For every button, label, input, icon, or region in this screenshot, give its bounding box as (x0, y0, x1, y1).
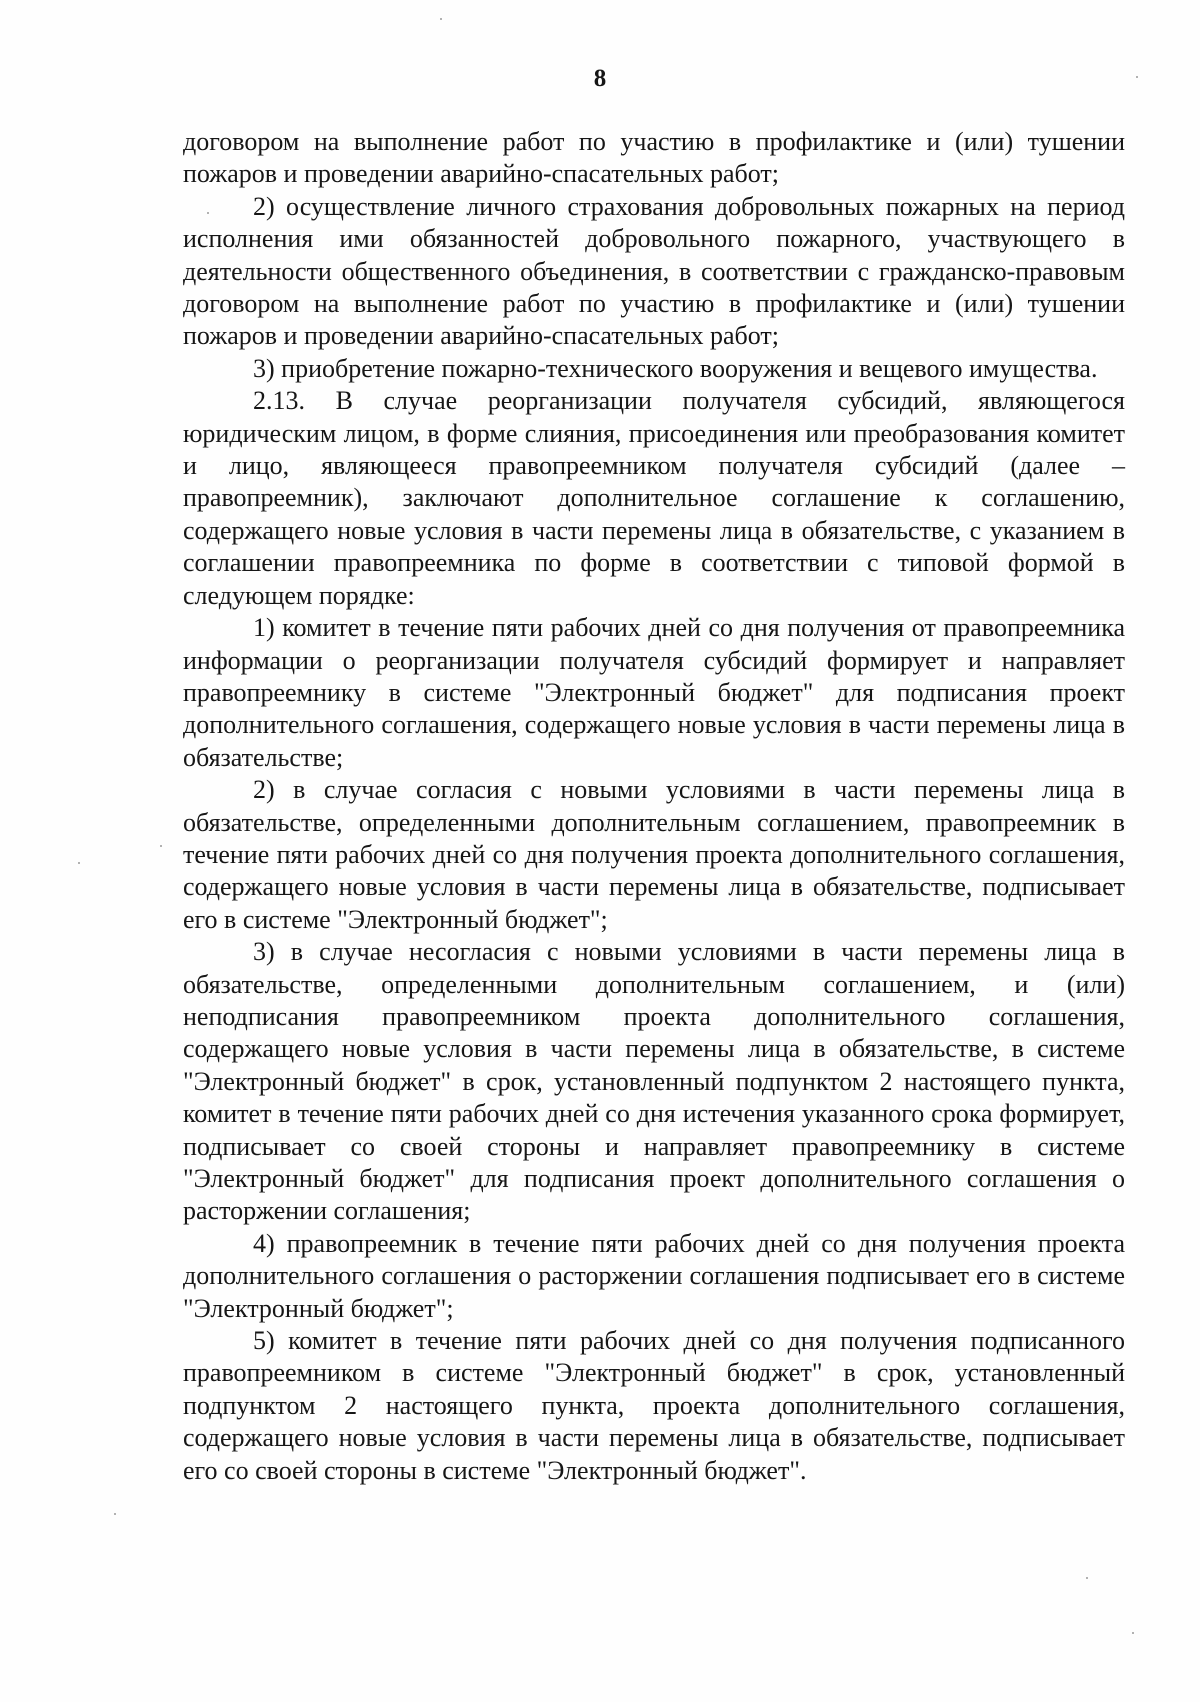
paragraph-subitem-5: 5) комитет в течение пяти рабочих дней со дня получения подписанного правопреемником в системе "Электронный бюджет" в срок, установленный подпунктом 2 настоящего пункта, проекта дополнительного соглашения, содержащего новые условия в части перемены лица в обязательстве, подписывает его со своей стороны в системе "Электронный бюджет". (183, 1326, 1125, 1485)
paragraph-item-3: 3) приобретение пожарно-технического вооружения и вещевого имущества. (253, 353, 1098, 383)
paragraph-subitem-2: 2) в случае согласия с новыми условиями в части перемены лица в обязательстве, определенными дополнительным соглашением, правопреемник в течение пяти рабочих дней со дня получения проекта дополнительного соглашения, содержащего новые условия в части перемены лица в обязательстве, подписывает его в системе "Электронный бюджет"; (183, 775, 1125, 934)
paragraph-subitem-3: 3) в случае несогласия с новыми условиями в части перемены лица в обязательстве, определенными дополнительным соглашением, и (или) неподписания правопреемником проекта дополнительного соглашения, содержащего новые условия в части перемены лица в обязательстве, в системе "Электронный бюджет" в срок, установленный подпунктом 2 настоящего пункта, комитет в течение пяти рабочих дней со дня истечения указанного срока формирует, подписывает со своей стороны и направляет правопреемнику в системе "Электронный бюджет" для подписания проект дополнительного соглашения о расторжении соглашения; (183, 937, 1125, 1226)
scan-speck (1086, 1577, 1088, 1579)
scan-speck (78, 862, 80, 864)
scan-speck (207, 212, 209, 214)
document-body (183, 126, 1125, 1487)
scan-speck (1132, 1632, 1134, 1634)
paragraph-section-2-13: 2.13. В случае реорганизации получателя субсидий, являющегося юридическим лицом, в форме слияния, присоединения или преобразования комитет и лицо, являющееся правопреемником получателя субсидий (далее – правопреемник), заключают дополнительное соглашение к соглашению, содержащего новые условия в части перемены лица в обязательстве, с указанием в соглашении правопреемника по форме в соответствии с типовой формой в следующем порядке: (183, 386, 1125, 610)
paragraph-continuation: договором на выполнение работ по участию в профилактике и (или) тушении пожаров и проведении аварийно-спасательных работ; (183, 127, 1125, 189)
scan-speck (160, 845, 162, 847)
paragraph-subitem-4: 4) правопреемник в течение пяти рабочих дней со дня получения проекта дополнительного соглашения о расторжении соглашения подписывает его в системе "Электронный бюджет"; (183, 1228, 1125, 1323)
scan-speck (114, 1513, 116, 1515)
paragraph-subitem-1: 1) комитет в течение пяти рабочих дней со дня получения от правопреемника информации о реорганизации получателя субсидий формирует и направляет правопреемнику в системе "Электронный бюджет" для подписания проект дополнительного соглашения, содержащего новые условия в части перемены лица в обязательстве; (183, 613, 1125, 772)
paragraph-item-2: 2) осуществление личного страхования добровольных пожарных на период исполнения ими обязанностей добровольного пожарного, участвующего в деятельности общественного объединения, в соответствии с гражданско-правовым договором на выполнение работ по участию в профилактике и (или) тушении пожаров и проведении аварийно-спасательных работ; (183, 191, 1125, 351)
page-number: 8 (593, 65, 607, 92)
scan-speck (1136, 76, 1138, 78)
scan-speck (440, 18, 442, 20)
